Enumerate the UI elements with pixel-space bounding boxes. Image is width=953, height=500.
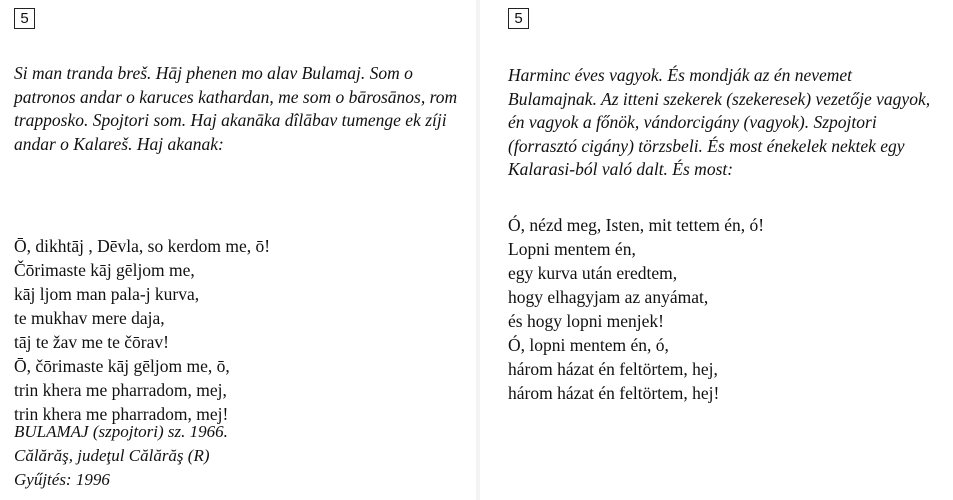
verse-line: kāj ljom man pala-j kurva,	[14, 284, 200, 304]
verse-romani	[14, 234, 270, 426]
place-line: Călărăş, judeţul Călărăş (R)	[14, 446, 210, 465]
verse-line: Ō, čōrimaste kāj gēljom me, ō,	[14, 356, 230, 376]
verse-line: egy kurva után eredtem,	[508, 263, 678, 283]
verse-line: Ó, nézd meg, Isten, mit tettem én, ó!	[508, 215, 765, 235]
verse-line: három házat én feltörtem, hej,	[508, 359, 718, 379]
verse-line: és hogy lopni menjek!	[508, 311, 665, 331]
singer-line: BULAMAJ (szpojtori) sz. 1966.	[14, 422, 228, 441]
verse-line: tāj te žav me te čōrav!	[14, 332, 169, 352]
verse-line: Ó, lopni mentem én, ó,	[508, 335, 669, 355]
verse-line: Čōrimaste kāj gēljom me,	[14, 260, 195, 280]
verse-line: három házat én feltörtem, hej!	[508, 383, 720, 403]
left-page	[0, 0, 476, 500]
page-number-left: 5	[14, 8, 35, 29]
page-number-right: 5	[508, 8, 529, 29]
verse-line: trin khera me pharradom, mej,	[14, 380, 227, 400]
intro-paragraph-romani	[14, 62, 469, 156]
verse-line: trin khera me pharradom, mej!	[14, 404, 229, 424]
verse-hungarian	[508, 213, 764, 405]
intro-text-romani: Si man tranda breš. Hāj phenen mo alav Bulamaj. Som o patronos andar o karuces kathardan, me som o bārosānos, rom trapposko. Spojtori som. Haj akanāka dîlābav tumenge ek zíji andar o Kalareš. Haj akanak:	[14, 63, 458, 154]
intro-text-hungarian: Harminc éves vagyok. És mondják az én nevemet Bulamajnak. Az itteni szekerek (szekeresek) vezetője vagyok, én vagyok a főnök, vándorcigány (vagyok). Szpojtori (forrasztó cigány) törzsbeli. És most énekelek nektek egy Kalarasi-ból való dalt. És most:	[508, 65, 931, 179]
verse-line: te mukhav mere daja,	[14, 308, 165, 328]
source-info	[14, 420, 228, 492]
verse-line: Lopni mentem én,	[508, 239, 636, 259]
verse-line: Ō, dikhtāj , Dēvla, so kerdom me, ō!	[14, 236, 271, 256]
right-page	[480, 0, 953, 500]
collection-year-line: Gyűjtés: 1996	[14, 470, 110, 489]
verse-line: hogy elhagyjam az anyámat,	[508, 287, 709, 307]
intro-paragraph-hungarian	[508, 64, 938, 182]
